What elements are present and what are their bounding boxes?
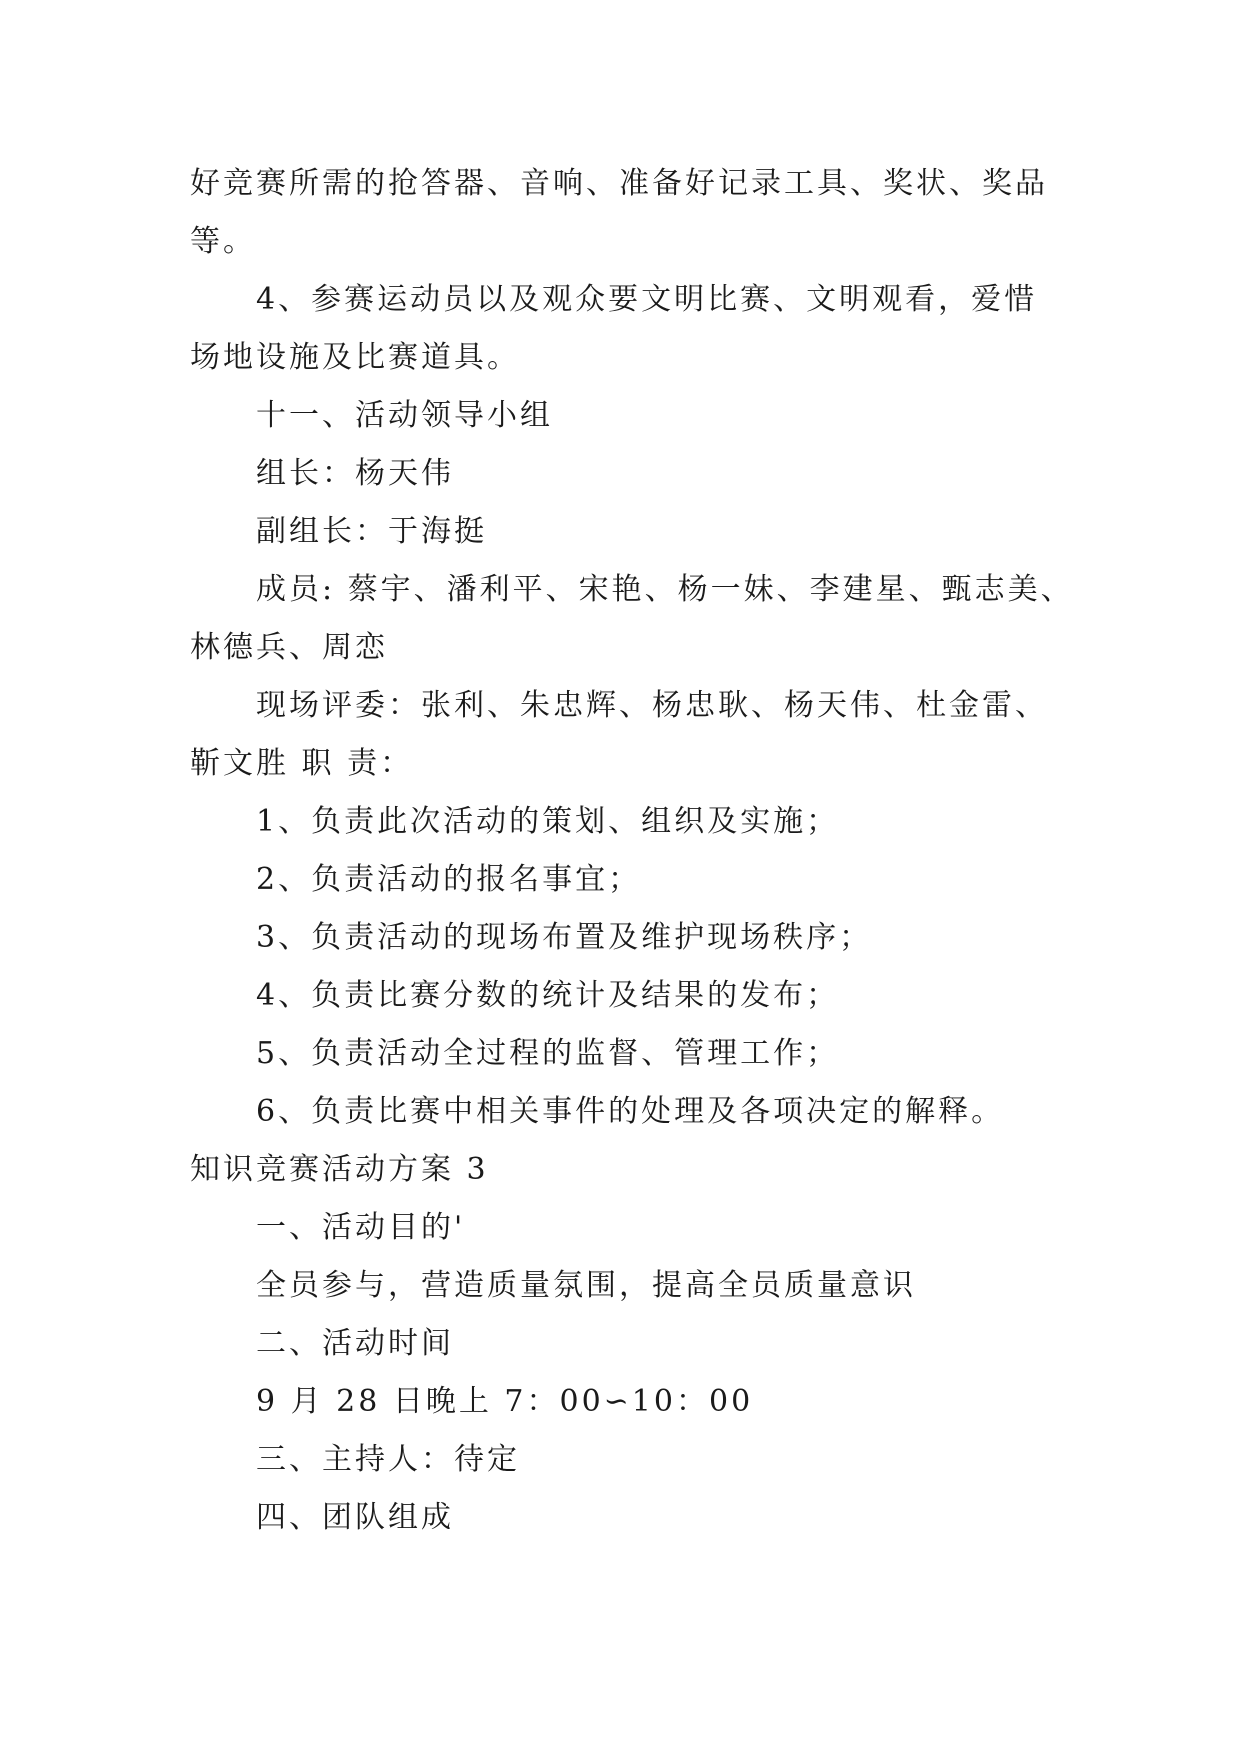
paragraph-line: 等。	[190, 224, 256, 259]
paragraph-line: 9 月 28 日晚上 7：00∽10：00	[256, 1384, 754, 1419]
paragraph-line: 靳文胜 职 责：	[190, 746, 414, 781]
paragraph-line: 4、参赛运动员以及观众要文明比赛、文明观看，爱惜	[256, 282, 1038, 317]
section-heading: 一、活动目的'	[256, 1210, 466, 1245]
list-item: 5、负责活动全过程的监督、管理工作；	[256, 1036, 840, 1071]
paragraph-line: 成员: 蔡宇、潘利平、宋艳、杨一妹、李建星、甄志美、	[256, 572, 1074, 607]
paragraph-line: 林德兵、周恋	[190, 630, 388, 665]
paragraph-line: 现场评委：张利、朱忠辉、杨忠耿、杨天伟、杜金雷、	[256, 688, 1048, 723]
list-item: 4、负责比赛分数的统计及结果的发布；	[256, 978, 840, 1013]
section-heading: 二、活动时间	[256, 1326, 454, 1361]
section-heading: 十一、活动领导小组	[256, 398, 553, 433]
section-heading: 三、主持人：待定	[256, 1442, 520, 1477]
paragraph-line: 组长：杨天伟	[256, 456, 454, 491]
paragraph-line: 场地设施及比赛道具。	[190, 340, 520, 375]
document-title: 知识竞赛活动方案 3	[190, 1152, 489, 1187]
paragraph-line: 好竞赛所需的抢答器、音响、准备好记录工具、奖状、奖品	[190, 166, 1048, 201]
list-item: 1、负责此次活动的策划、组织及实施；	[256, 804, 840, 839]
list-item: 6、负责比赛中相关事件的处理及各项决定的解释。	[256, 1094, 1005, 1129]
list-item: 2、负责活动的报名事宜；	[256, 862, 642, 897]
list-item: 3、负责活动的现场布置及维护现场秩序；	[256, 920, 873, 955]
section-heading: 四、团队组成	[256, 1500, 454, 1535]
paragraph-line: 副组长：于海挺	[256, 514, 487, 549]
paragraph-line: 全员参与，营造质量氛围，提高全员质量意识	[256, 1268, 916, 1303]
